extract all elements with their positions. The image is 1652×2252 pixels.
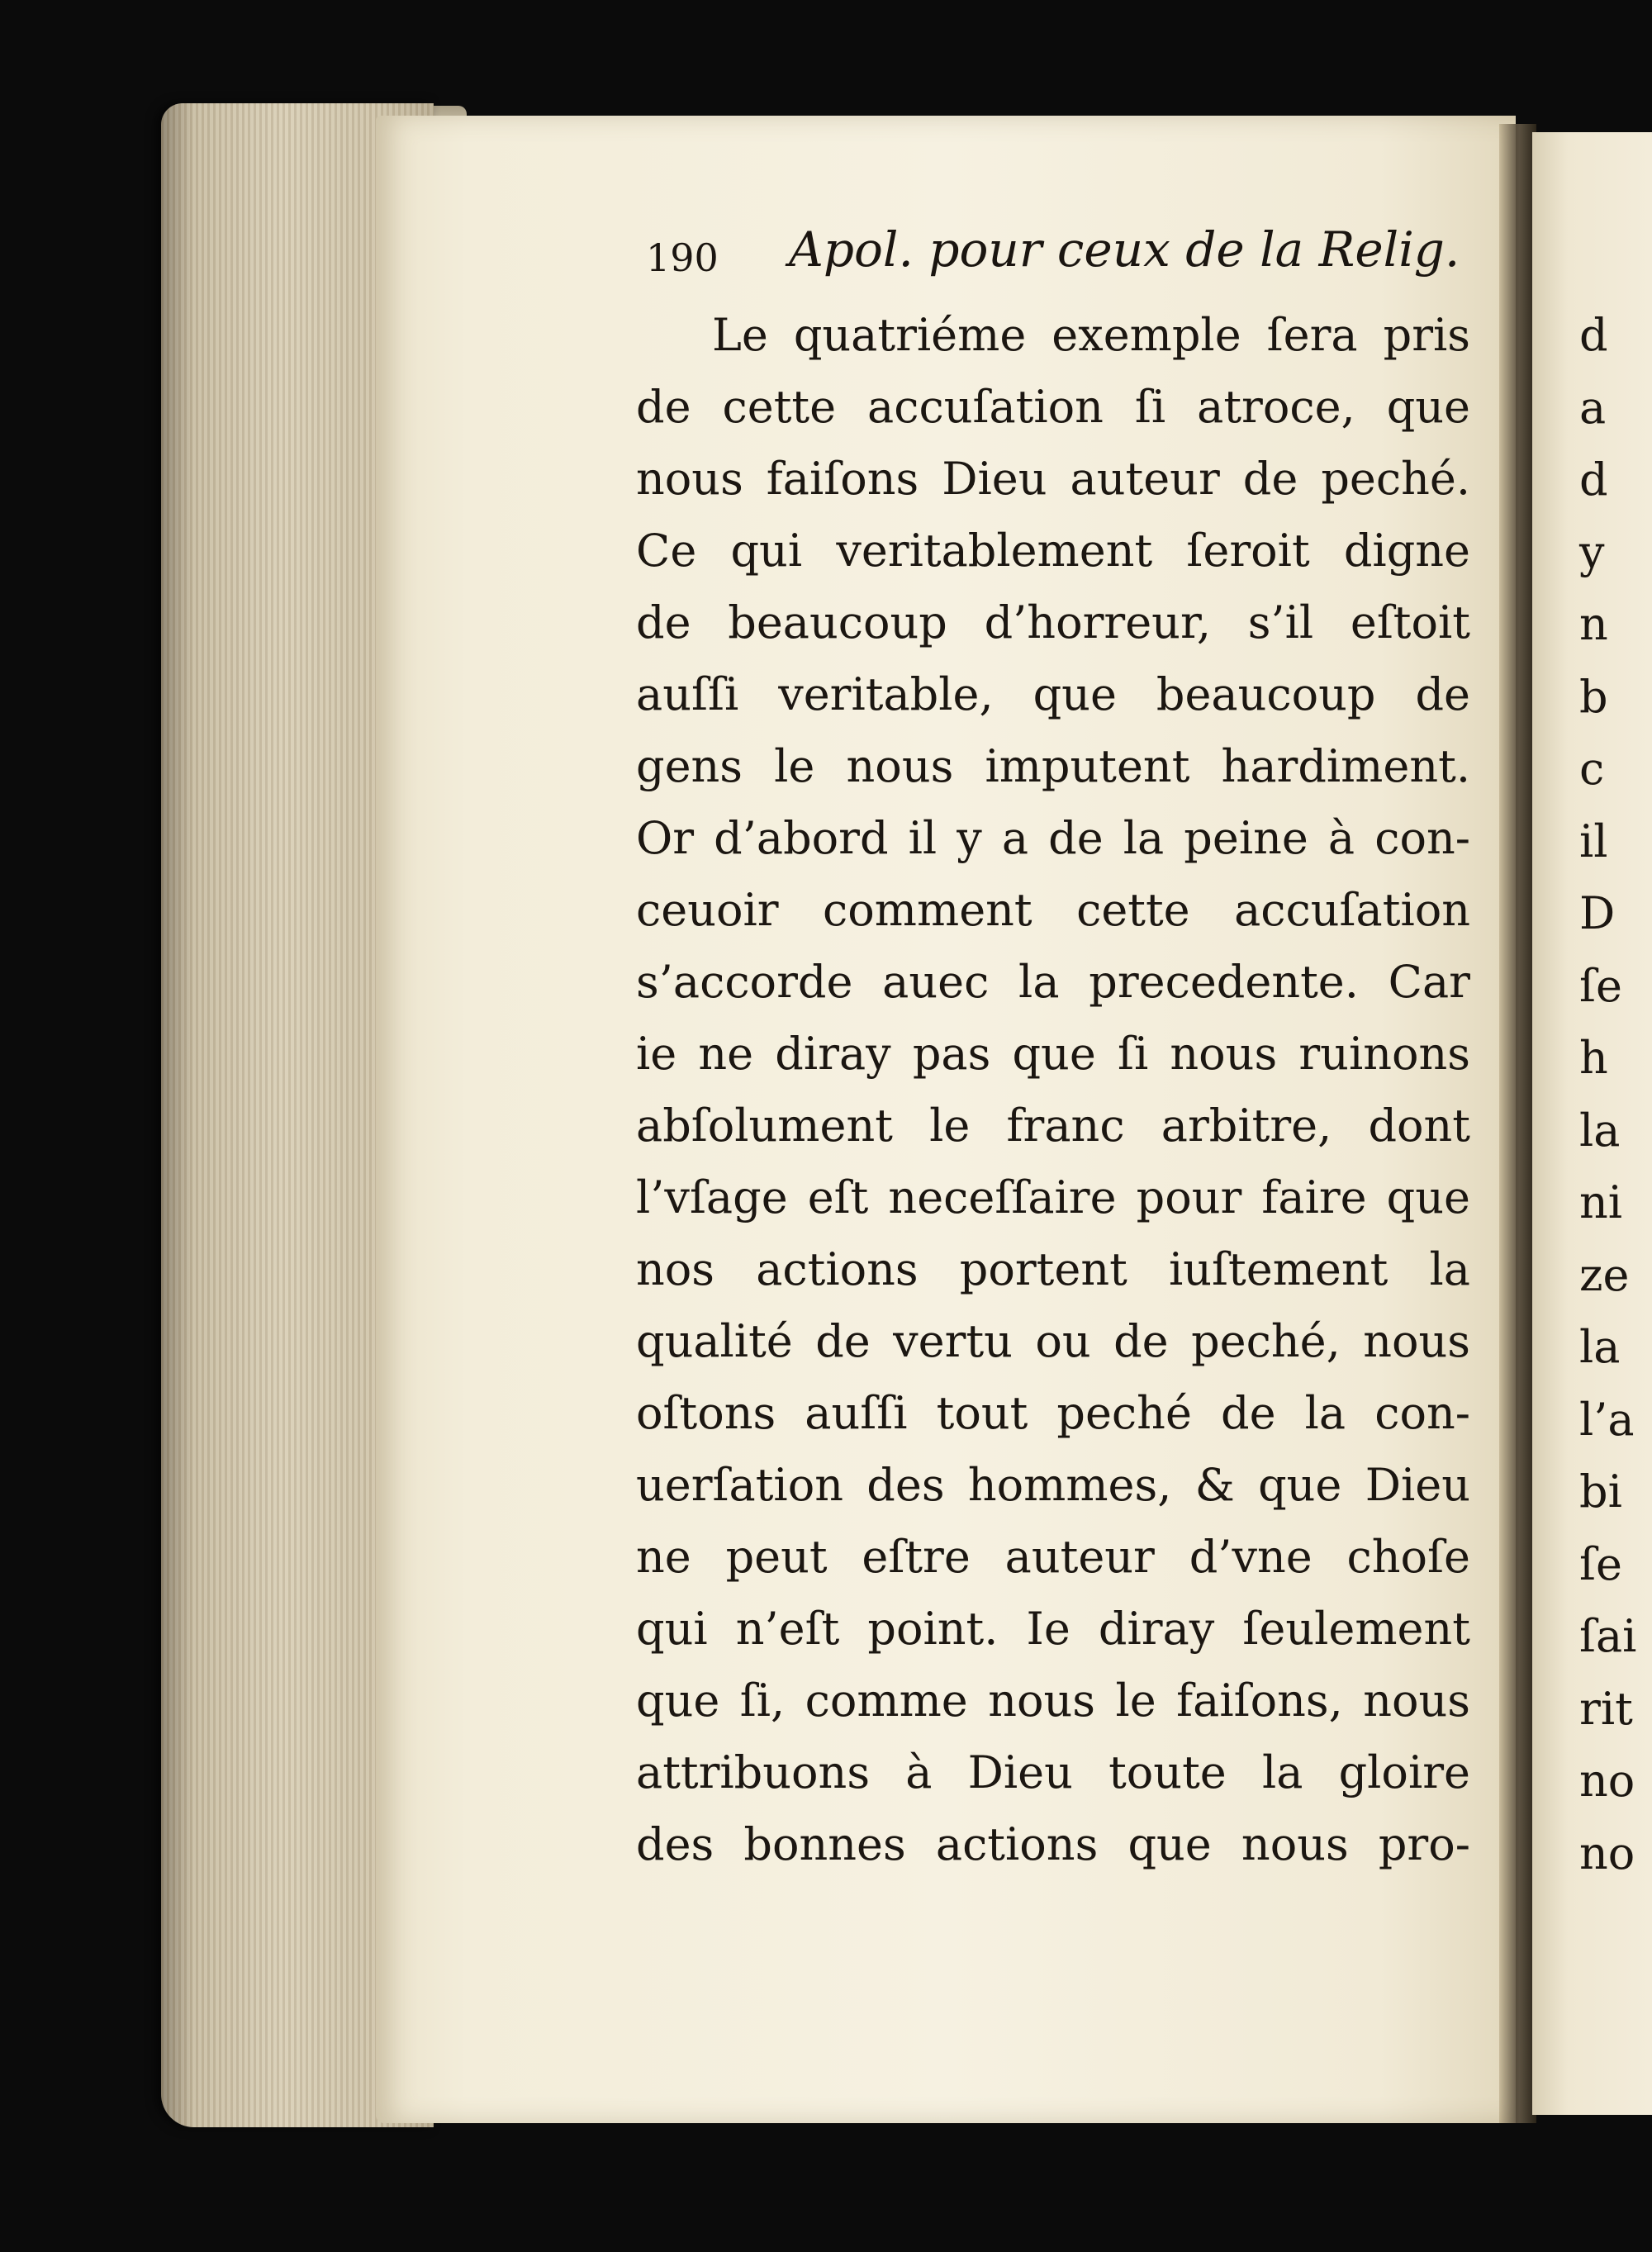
facing-line: D	[1579, 887, 1616, 939]
facing-line: rit	[1579, 1682, 1633, 1735]
facing-line: d	[1579, 454, 1608, 506]
running-head: Apol. pour ceux de la Relig.	[789, 221, 1460, 278]
facing-line: no	[1579, 1755, 1635, 1807]
facing-line: d	[1579, 309, 1608, 361]
gutter-shadow	[1499, 124, 1536, 2123]
text-line: gens le nous imputent hardiment.	[636, 740, 1470, 792]
text-line: ne peut eſtre auteur d’vne choſe	[636, 1531, 1470, 1583]
text-line: de cette accuſation ſi atroce, que	[636, 381, 1470, 433]
text-line: des bonnes actions que nous pro-	[636, 1818, 1470, 1870]
text-line: Ce qui veritablement ſeroit digne	[636, 525, 1470, 577]
text-line: que ſi, comme nous le faiſons, nous	[636, 1675, 1470, 1727]
text-line: nos actions portent iuſtement la	[636, 1243, 1470, 1295]
page-number: 190	[646, 235, 719, 280]
facing-line: ſe	[1579, 1537, 1622, 1590]
text-line: oſtons auſſi tout peché de la con-	[636, 1387, 1470, 1439]
text-line: attribuons à Dieu toute la gloire	[636, 1746, 1470, 1798]
facing-line: ze	[1579, 1248, 1630, 1301]
facing-line: ni	[1579, 1176, 1623, 1228]
facing-line: y	[1579, 525, 1605, 578]
text-line: qualité de vertu ou de peché, nous	[636, 1315, 1470, 1367]
text-line: abſolument le franc arbitre, dont	[636, 1100, 1470, 1152]
facing-line: la	[1579, 1104, 1621, 1157]
facing-line: l’a	[1579, 1393, 1635, 1446]
facing-line: bi	[1579, 1466, 1622, 1518]
text-line: uerſation des hommes, & que Dieu	[636, 1459, 1470, 1511]
facing-line: c	[1579, 743, 1605, 795]
facing-line: n	[1579, 598, 1608, 650]
facing-line: no	[1579, 1827, 1635, 1879]
text-line: nous faiſons Dieu auteur de peché.	[636, 453, 1470, 505]
facing-line: ſai	[1579, 1610, 1637, 1662]
facing-line: ſe	[1579, 959, 1622, 1012]
facing-line: la	[1579, 1321, 1621, 1373]
facing-line: h	[1579, 1032, 1608, 1084]
text-line: Or d’abord il y a de la peine à con-	[636, 812, 1470, 864]
text-line: ceuoir comment cette accuſation	[636, 884, 1470, 936]
text-line: l’vſage eſt neceſſaire pour faire que	[636, 1171, 1470, 1223]
text-line: qui n’eſt point. Ie diray ſeulement	[636, 1603, 1470, 1655]
facing-line: il	[1579, 815, 1608, 867]
text-line: auſſi veritable, que beaucoup de	[636, 668, 1470, 720]
body-text	[636, 299, 1470, 1880]
text-line: s’accorde auec la precedente. Car	[636, 956, 1470, 1008]
text-line: ie ne diray pas que ſi nous ruinons	[636, 1028, 1470, 1080]
facing-page-text	[1579, 299, 1636, 1889]
text-line: Le quatriéme exemple ſera pris	[712, 309, 1470, 361]
facing-line: b	[1579, 670, 1608, 723]
text-line: de beaucoup d’horreur, s’il eſtoit	[636, 596, 1470, 649]
facing-line: a	[1579, 381, 1607, 434]
